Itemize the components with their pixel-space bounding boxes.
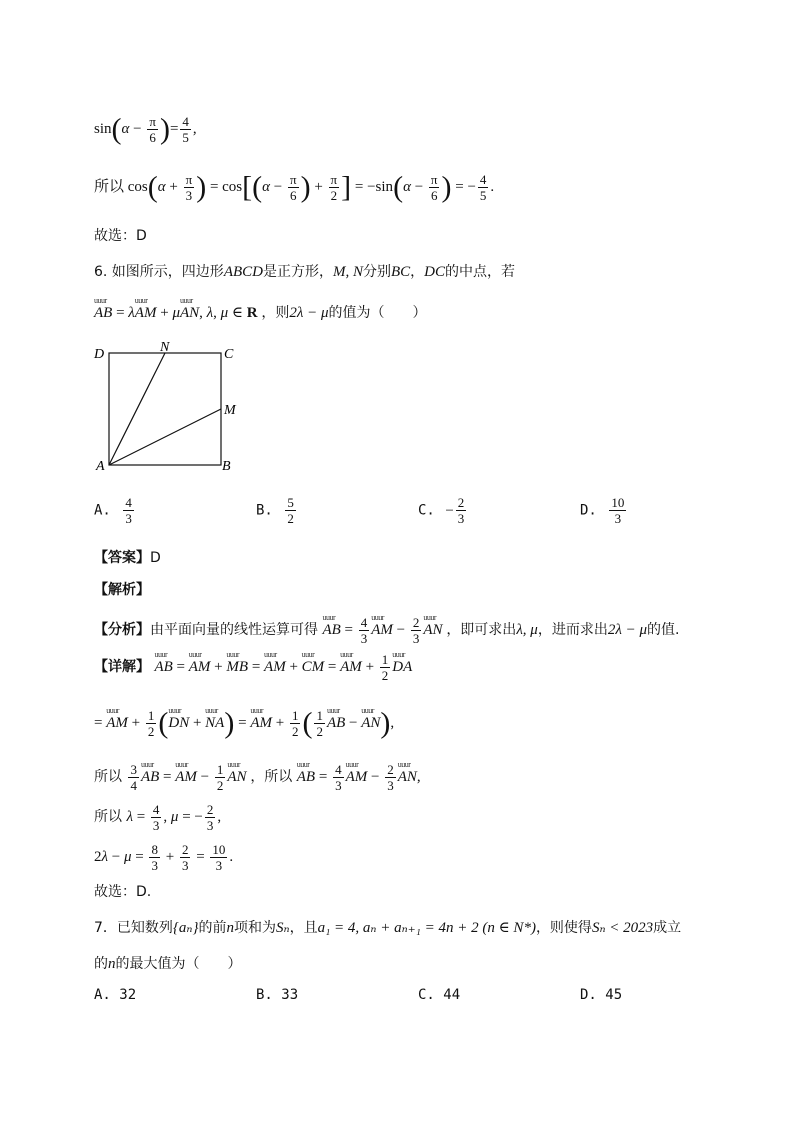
- square-abcd: [109, 353, 221, 465]
- label-d: D: [94, 347, 105, 362]
- q6-condition: uuur AB = λuuur AM + μuuur AN, λ, μ ∈ R ，则2λ − μ的值为（ ）: [94, 303, 427, 323]
- q6-option-d[interactable]: D. $\frac{10}{3}$: [580, 495, 625, 526]
- q6-answer: 【答案】D: [94, 550, 161, 566]
- label-b: B: [222, 459, 231, 474]
- label-m: M: [224, 403, 236, 418]
- q6-option-c[interactable]: C. − $\frac{2}{3}$: [418, 495, 465, 526]
- prev-equation-1: sin(α − $\frac{\pi}{6}$ )= $\frac{4}{5}$ ,: [94, 112, 197, 146]
- q6-final: 故选：D.: [94, 884, 152, 900]
- q7-stem-2: 的n的最大值为（ ）: [94, 956, 242, 972]
- q6-detail-3: 所以 $\frac{3}{4}$ uuur AB = uuur AM − $\frac{1}{2}$ uuur AN ，所以 uuur AB = $\frac{4}{3}$ uuur AM − $\frac{2}{3}$ uuur AN,: [94, 762, 421, 793]
- q7-option-a[interactable]: A. 32: [94, 987, 137, 1003]
- q6-vector-equation: uuur AB = λuuur AM + μuuur AN, λ, μ ∈ R: [94, 305, 261, 321]
- square-figure: [92, 340, 252, 475]
- label-c: C: [224, 347, 234, 362]
- prev-answer: 故选：D: [94, 228, 147, 244]
- q7-option-d[interactable]: D. 45: [580, 987, 623, 1003]
- q6-analysis-label: 【解析】: [94, 582, 150, 598]
- q7-option-b[interactable]: B. 33: [256, 987, 299, 1003]
- prev-equation-2: 所以 cos(α + $\frac{\pi}{3}$ ) = cos[(α − $\frac{\pi}{6}$ ) + $\frac{\pi}{2}$ ] = −sin(α − $\frac{\pi}{6}$ ) = − $\frac{4}{5}$ .: [94, 170, 495, 204]
- q7-option-c[interactable]: C. 44: [418, 987, 461, 1003]
- q6-stem: 6. 如图所示，四边形ABCD是正方形，M, N分别BC，DC的中点，若: [94, 264, 515, 280]
- q6-detail-4: 所以 λ = $\frac{4}{3}$ , μ = − $\frac{2}{3}$ ,: [94, 802, 222, 833]
- label-n: N: [160, 340, 170, 355]
- label-a: A: [96, 459, 105, 474]
- q6-detail-1: 【详解】 uuur AB = uuur AM + uuur MB = uuur AM + uuur CM = uuur AM + $\frac{1}{2}$ uuur DA: [94, 652, 412, 683]
- q6-option-b[interactable]: B. $\frac{5}{2}$: [256, 495, 294, 526]
- q6-fenxi: 【分析】由平面向量的线性运算可得 uuur AB = $\frac{4}{3}$ uuur AM − $\frac{2}{3}$ uuur AN ，即可求出λ, μ，进而求出2λ − μ的值.: [94, 615, 679, 646]
- segment-am: [109, 409, 221, 465]
- q7-stem: 7．已知数列{aₙ}的前n项和为Sₙ，且a₁ = 4, aₙ + aₙ₊₁ = 4n + 2 (n ∈ N*)，则使得Sₙ < 2023成立: [94, 920, 682, 936]
- q6-detail-2: = uuur AM + $\frac{1}{2}$ (uuur DN + uuur NA) = uuur AM + $\frac{1}{2}$ ( $\frac{1}{2}$ uuur AB − uuur AN),: [94, 708, 394, 739]
- segment-an: [109, 353, 165, 465]
- q6-detail-5: 2λ − μ = $\frac{8}{3}$ + $\frac{2}{3}$ = $\frac{10}{3}$ .: [94, 842, 234, 873]
- q6-option-a[interactable]: A. $\frac{4}{3}$: [94, 495, 132, 526]
